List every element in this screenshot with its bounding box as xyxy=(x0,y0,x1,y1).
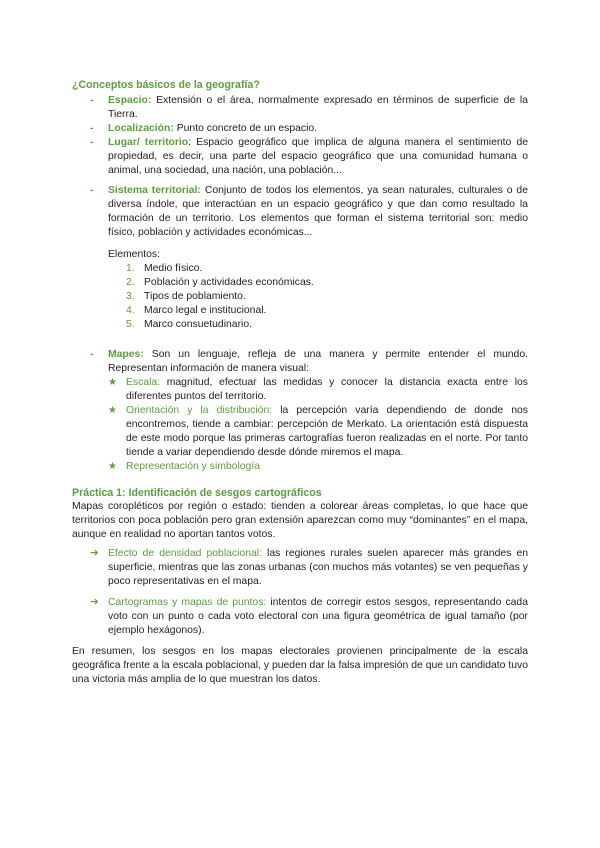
practice-points-list xyxy=(72,547,528,638)
concept-text: Conjunto de todos los elementos, ya sean naturales, culturales o de diversa índole, que interactúan en un espacio geográfico y que dan como resultado la formación de un territorio. Los elementos que forman el sistema territorial son: medio físico, población y actividades económicas... xyxy=(108,185,528,238)
concept-text: Punto concreto de un espacio. xyxy=(173,123,318,134)
dash-bullet-icon: - xyxy=(90,95,94,106)
practice-point-label: Cartogramas y mapas de puntos: xyxy=(108,597,267,608)
concept-term: Lugar/ territorio xyxy=(108,137,189,148)
element-text: Marco consuetudinario. xyxy=(144,319,253,330)
document-page xyxy=(72,78,528,687)
map-point-text: la percepción varía dependiendo de donde nos encontremos, tiende a cambiar: percepción de Merkato. La orientación está dispuesta de este modo porque las primeras cartografías fueron realizadas en el norte. Por tanto tiende a variar dependiendo desde dónde miremos el mapa. xyxy=(126,405,528,458)
practice-point-item xyxy=(72,596,528,638)
concept-item-lugar xyxy=(72,136,528,178)
element-number: 1. xyxy=(126,263,135,274)
arrow-right-icon: ➔ xyxy=(90,548,99,559)
element-text: Población y actividades económicas. xyxy=(144,277,314,288)
element-number: 4. xyxy=(126,305,135,316)
map-point-item xyxy=(108,376,528,404)
element-number: 3. xyxy=(126,291,135,302)
elements-label: Elementos: xyxy=(108,249,160,260)
map-point-label: Escala: xyxy=(126,377,161,388)
map-point-item xyxy=(108,404,528,460)
element-text: Marco legal e institucional. xyxy=(144,305,267,316)
section-heading: ¿Conceptos básicos de la geografía? xyxy=(72,79,260,91)
dash-bullet-icon: - xyxy=(90,349,94,360)
map-point-label: Representación y simbología xyxy=(126,461,260,472)
practice-point-text: las regiones rurales suelen aparecer más grandes en superficie, mientras que las zonas urbanas (con muchos más votantes) se ven pequeñas y poco representativas en el mapa. xyxy=(108,548,528,587)
spacer xyxy=(72,332,528,348)
concept-item-sistema xyxy=(72,184,528,240)
concept-text: : Espacio geográfico que implica de alguna manera el sentimiento de propiedad, es decir, una parte del espacio geográfico que una comunidad humana o animal, una sociedad, una nación, una población... xyxy=(108,137,529,176)
map-point-label: Orientación y la distribución: xyxy=(126,405,273,416)
element-item xyxy=(126,318,528,332)
concept-text: Extensión o el área, normalmente expresado en términos de superficie de la Tierra. xyxy=(108,95,528,120)
element-item xyxy=(126,262,528,276)
practice-point-label: Efecto de densidad poblacional: xyxy=(108,548,262,559)
concept-item-mapes xyxy=(72,348,528,376)
element-text: Medio físico. xyxy=(144,263,203,274)
concept-term: Mapes: xyxy=(108,349,144,360)
element-item xyxy=(126,276,528,290)
dash-bullet-icon: - xyxy=(90,137,94,148)
practice-point-item xyxy=(72,547,528,589)
star-icon: ★ xyxy=(108,461,117,472)
spacer xyxy=(72,474,528,486)
spacer xyxy=(72,589,528,596)
element-item xyxy=(126,304,528,318)
practice-title: Práctica 1: Identificación de sesgos cartográficos xyxy=(72,487,322,499)
arrow-right-icon: ➔ xyxy=(90,597,99,608)
concept-list xyxy=(72,94,528,240)
dash-bullet-icon: - xyxy=(90,123,94,134)
concept-term: Sistema territorial: xyxy=(108,185,201,196)
conclusion-paragraph: En resumen, los sesgos en los mapas electorales provienen principalmente de la escala geográfica frente a la escala poblacional, y pueden dar la falsa impresión de que un candidato tuvo una victoria más amplia de lo que muestran los datos. xyxy=(72,646,528,685)
concept-term: Espacio: xyxy=(108,95,152,106)
star-icon: ★ xyxy=(108,405,117,416)
map-points-list xyxy=(90,376,528,474)
star-icon: ★ xyxy=(108,377,117,388)
elements-list xyxy=(108,262,528,332)
concept-text: Son un lenguaje, refleja de una manera y permite entender el mundo. Representan información de manera visual: xyxy=(108,349,528,374)
element-number: 5. xyxy=(126,319,135,330)
spacer xyxy=(72,638,528,645)
concept-item-localizacion xyxy=(72,122,528,136)
elements-block xyxy=(72,248,528,332)
map-point-text: magnitud, efectuar las medidas y conocer la distancia exacta entre los diferentes puntos del territorio. xyxy=(126,377,528,402)
map-point-item xyxy=(108,460,528,474)
practice-point-text: intentos de corregir estos sesgos, representando cada voto con un punto o cada voto electoral con una figura geométrica de igual tamaño (por ejemplo hexágonos). xyxy=(108,597,528,636)
dash-bullet-icon: - xyxy=(90,185,94,196)
practice-intro: Mapas coropléticos por región o estado: tienden a colorear áreas completas, lo que hace que territorios con poca población pero gran extensión aparezcan como muy “dominantes” en el mapa, aunque en realidad no aportan tantos votos. xyxy=(72,501,528,540)
concept-term: Localización: xyxy=(108,123,174,134)
element-text: Tipos de poblamiento. xyxy=(144,291,246,302)
concept-item-espacio xyxy=(72,94,528,122)
mapas-list xyxy=(72,348,528,376)
element-item xyxy=(126,290,528,304)
element-number: 2. xyxy=(126,277,135,288)
